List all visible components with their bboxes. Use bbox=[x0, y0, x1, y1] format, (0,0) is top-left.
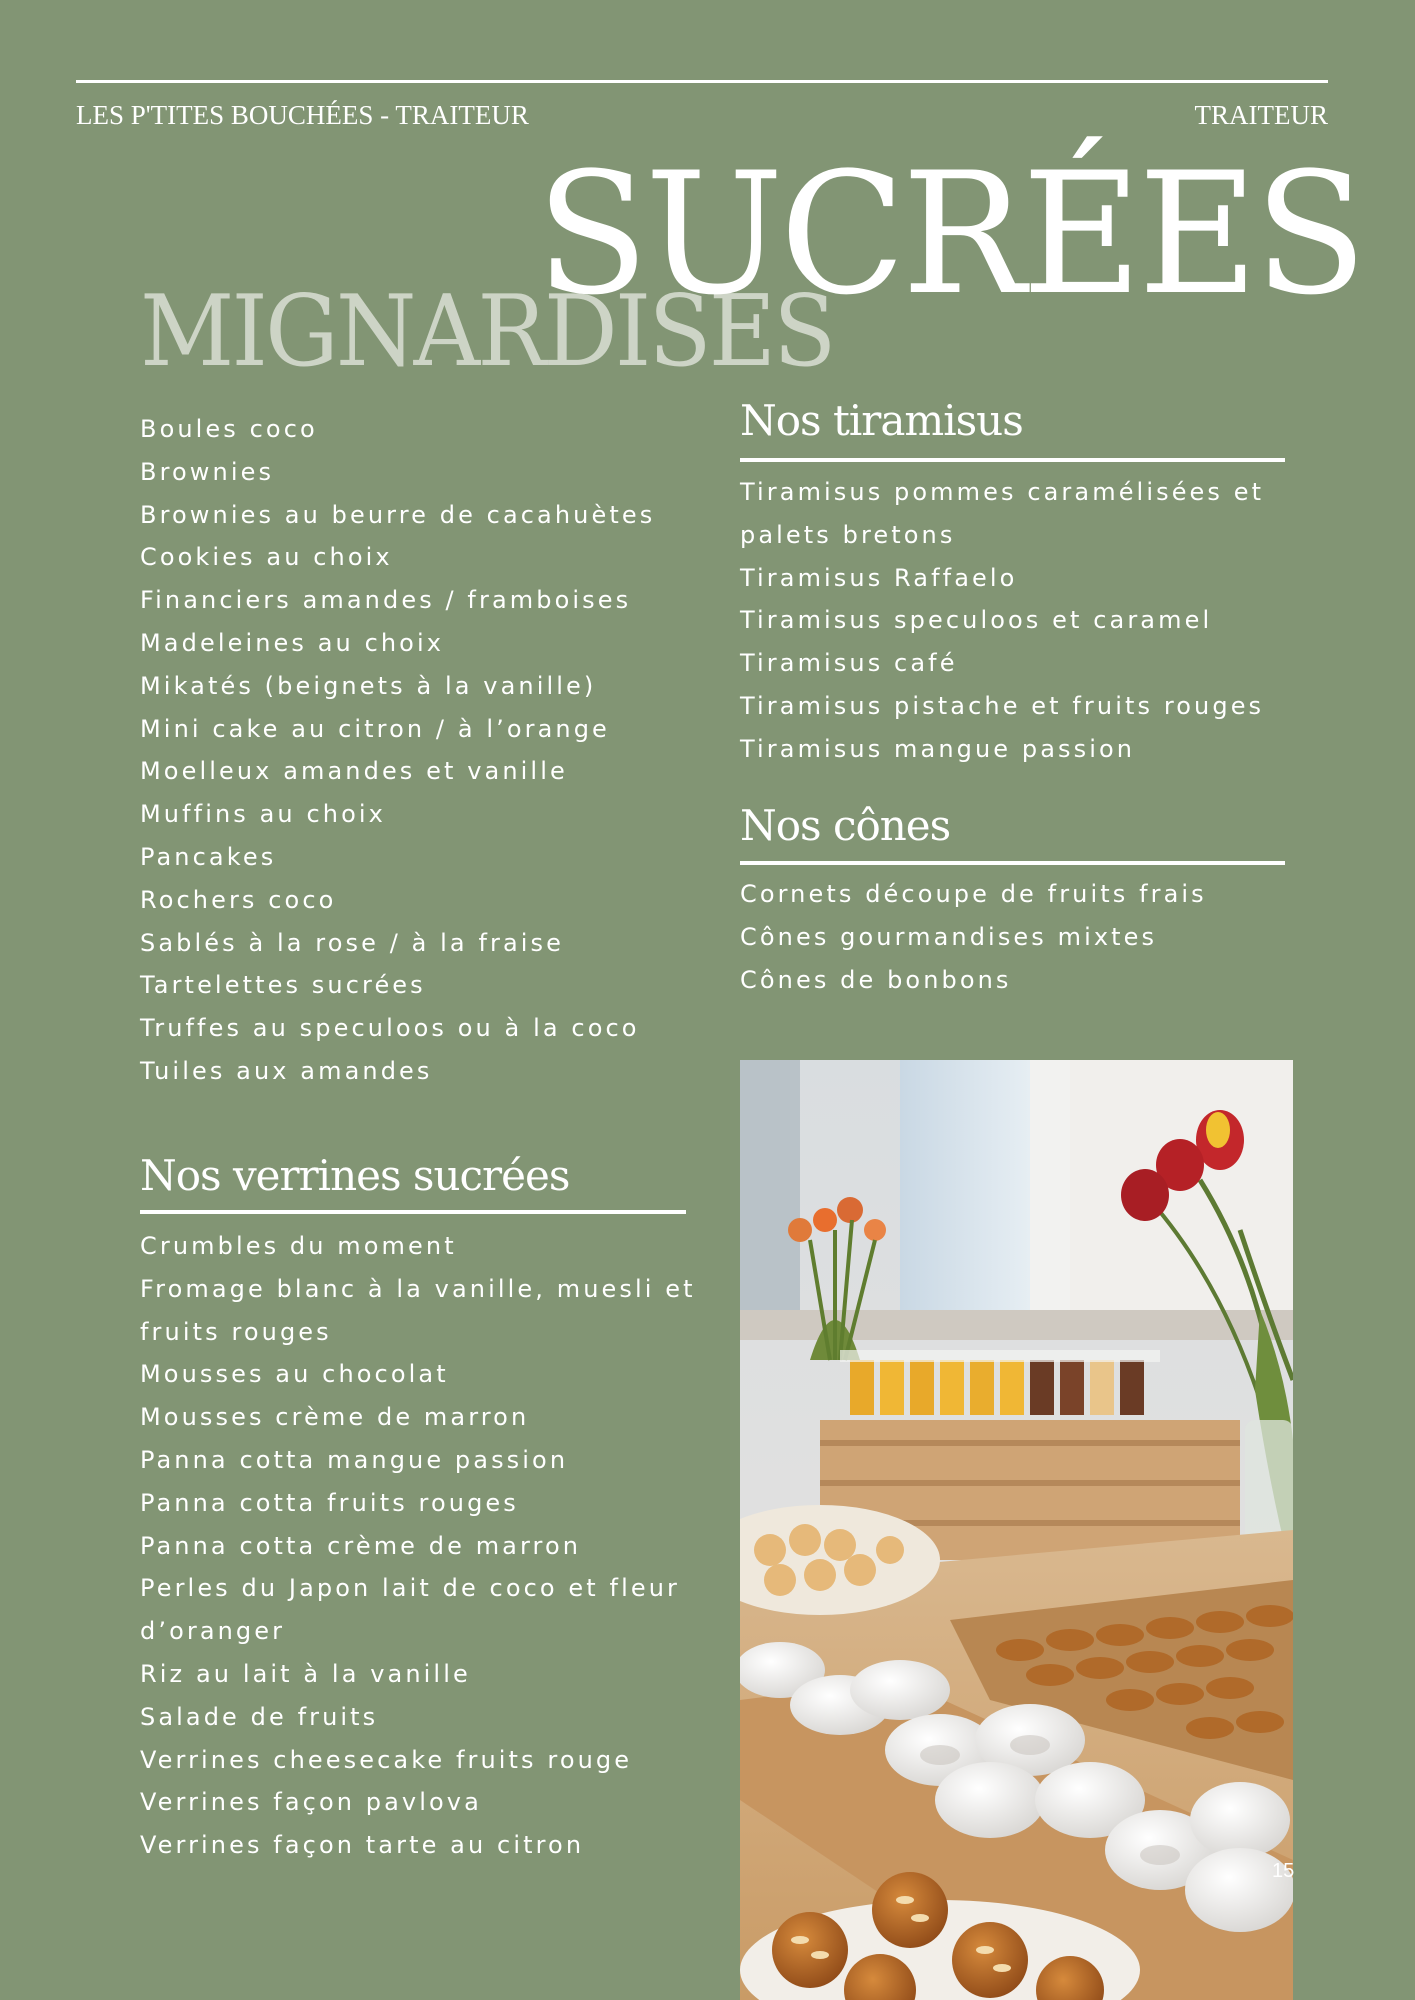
list-item: Tuiles aux amandes bbox=[140, 1056, 433, 1085]
page-title: SUCRÉES bbox=[536, 136, 1364, 332]
cones-title: Nos cônes bbox=[740, 801, 951, 850]
list-item: Mousses crème de marron bbox=[140, 1403, 530, 1432]
mignardises-list bbox=[140, 408, 700, 1093]
list-item: Tiramisus café bbox=[740, 649, 958, 678]
list-item: Crumbles du moment bbox=[140, 1232, 457, 1260]
list-item: Brownies au beurre de cacahuètes bbox=[140, 500, 656, 529]
cones-rule bbox=[740, 861, 1285, 865]
list-item: Cookies au choix bbox=[140, 543, 393, 572]
list-item: Mikatés (beignets à la vanille) bbox=[140, 671, 597, 700]
list-item: Mousses au chocolat bbox=[140, 1360, 449, 1389]
verrines-list bbox=[140, 1225, 705, 1867]
list-item: Tiramisus pistache et fruits rouges bbox=[740, 691, 1265, 720]
list-item: Financiers amandes / framboises bbox=[140, 586, 632, 615]
list-item: Truffes au speculoos ou à la coco bbox=[140, 1014, 640, 1043]
list-item: Tartelettes sucrées bbox=[140, 971, 426, 1000]
list-item: Cornets découpe de fruits frais bbox=[740, 880, 1207, 908]
list-item: Panna cotta fruits rouges bbox=[140, 1488, 519, 1517]
list-item: Mini cake au citron / à l’orange bbox=[140, 714, 610, 743]
cones-list bbox=[740, 873, 1285, 1001]
list-item: Fromage blanc à la vanille, muesli et fruits rouges bbox=[140, 1274, 696, 1346]
list-item: Riz au lait à la vanille bbox=[140, 1659, 471, 1688]
list-item: Tiramisus speculoos et caramel bbox=[740, 606, 1213, 635]
list-item: Verrines façon pavlova bbox=[140, 1788, 482, 1817]
header-brand: LES P'TITES BOUCHÉES - TRAITEUR bbox=[76, 100, 529, 130]
header-category: TRAITEUR bbox=[1194, 100, 1328, 130]
list-item: Boules coco bbox=[140, 415, 318, 443]
list-item: Salade de fruits bbox=[140, 1702, 379, 1731]
tiramisus-rule bbox=[740, 458, 1285, 462]
list-item: Cônes de bonbons bbox=[740, 965, 1012, 994]
tiramisus-title: Nos tiramisus bbox=[740, 396, 1023, 445]
list-item: Rochers coco bbox=[140, 885, 337, 914]
list-item: Tiramisus pommes caramélisées et palets bretons bbox=[740, 478, 1265, 549]
list-item: Panna cotta mangue passion bbox=[140, 1445, 569, 1474]
page-number: 15 bbox=[1272, 1860, 1295, 1882]
list-item: Verrines cheesecake fruits rouge bbox=[140, 1745, 633, 1774]
list-item: Sablés à la rose / à la fraise bbox=[140, 928, 565, 957]
subtitle-mignardises: MIGNARDISES bbox=[140, 275, 834, 389]
list-item: Cônes gourmandises mixtes bbox=[740, 922, 1158, 951]
list-item: Brownies bbox=[140, 457, 275, 486]
list-item: Moelleux amandes et vanille bbox=[140, 757, 568, 786]
verrines-rule bbox=[140, 1210, 686, 1214]
buffet-photo bbox=[740, 1060, 1293, 2000]
list-item: Tiramisus Raffaelo bbox=[740, 563, 1018, 592]
list-item: Pancakes bbox=[140, 842, 277, 871]
header-rule bbox=[76, 80, 1328, 83]
list-item: Panna cotta crème de marron bbox=[140, 1531, 582, 1560]
list-item: Tiramisus mangue passion bbox=[740, 734, 1136, 763]
verrines-title: Nos verrines sucrées bbox=[140, 1151, 570, 1200]
list-item: Madeleines au choix bbox=[140, 628, 445, 657]
tiramisus-list bbox=[740, 471, 1285, 771]
list-item: Perles du Japon lait de coco et fleur d’oranger bbox=[140, 1574, 680, 1646]
list-item: Muffins au choix bbox=[140, 800, 386, 829]
list-item: Verrines façon tarte au citron bbox=[140, 1831, 585, 1860]
